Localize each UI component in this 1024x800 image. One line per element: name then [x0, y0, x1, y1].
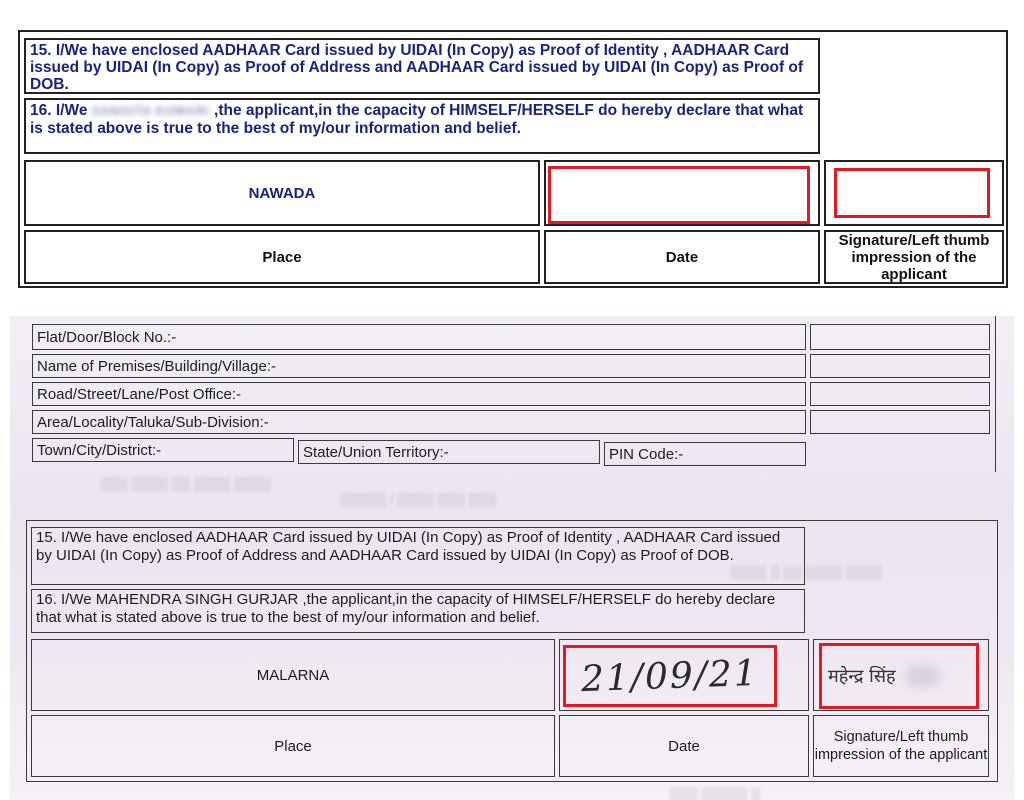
declaration-block	[26, 520, 998, 782]
address-side-cell	[810, 324, 990, 350]
date-label-cell	[559, 715, 809, 777]
signature-smudge	[906, 665, 940, 687]
bleed-through-artifact: ▒▒▒▒▒ / ▒▒▒▒ ▒▒▒ ▒▒▒	[340, 492, 497, 507]
premises-label: Name of Premises/Building/Village:-	[37, 357, 276, 375]
flat-field	[32, 324, 806, 350]
bleed-through-artifact: ▒▒▒▒ ▒ ▒▒ ▒▒▒▒ ▒▒▒▒	[730, 564, 883, 579]
date-label: Date	[668, 737, 700, 755]
declaration-item-16-prefix: 16. I/We	[30, 102, 88, 119]
place-value: NAWADA	[248, 184, 316, 202]
signature-label-cell	[824, 230, 1004, 284]
date-highlight-box	[548, 166, 810, 224]
area-field	[32, 410, 806, 434]
redacted-applicant-name: SANGITA KUMARI	[91, 104, 210, 118]
road-field	[32, 382, 806, 406]
place-label-cell	[31, 715, 555, 777]
premises-field	[32, 354, 806, 378]
town-label: Town/City/District:-	[37, 441, 162, 459]
declaration-item-15: 15. I/We have enclosed AADHAAR Card issued by UIDAI (In Copy) as Proof of Identity , AADHAAR Card issued by UIDAI (In Copy) as Proof of Address and AADHAAR Card issued by UIDAI (In Copy) as Proof of DOB.	[31, 527, 805, 585]
town-field	[32, 438, 294, 462]
declaration-item-15: 15. I/We have enclosed AADHAAR Card issued by UIDAI (In Copy) as Proof of Identity , AADHAAR Card issued by UIDAI (In Copy) as Proof of Address and AADHAAR Card issued by UIDAI (In Copy) as Proof of DOB.	[24, 38, 820, 94]
declaration-item-16-suffix: ,the applicant,in the capacity of HIMSELF/HERSELF do hereby declare that what is stated above is true to the best of my/our information and belief.	[30, 102, 804, 137]
pin-field	[604, 442, 806, 466]
flat-label: Flat/Door/Block No.:-	[37, 328, 177, 346]
address-side-cell	[810, 382, 990, 406]
road-label: Road/Street/Lane/Post Office:-	[37, 385, 242, 403]
address-side-cell	[810, 410, 990, 434]
signature-highlight-box	[834, 168, 990, 218]
area-label: Area/Locality/Taluka/Sub-Division:-	[37, 413, 269, 431]
handwritten-date: 21/09/21	[580, 652, 760, 700]
place-value-cell	[31, 639, 555, 711]
place-value-cell	[24, 160, 540, 226]
declaration-item-16: 16. I/We MAHENDRA SINGH GURJAR ,the applicant,in the capacity of HIMSELF/HERSELF do hereby declare that what is stated above is true to the best of my/our information and belief.	[31, 589, 805, 633]
pin-label: PIN Code:-	[609, 445, 684, 463]
handwritten-signature: महेन्द्र सिंह	[828, 666, 896, 687]
address-side-cell	[810, 354, 990, 378]
place-label: Place	[274, 737, 312, 755]
date-label-cell	[544, 230, 820, 284]
state-label: State/Union Territory:-	[303, 443, 449, 461]
place-label: Place	[262, 248, 302, 266]
bleed-through-artifact: ▒▒▒ ▒▒▒▒ ▒▒ ▒▒▒▒ ▒▒▒▒	[100, 476, 272, 491]
scanned-form	[10, 316, 1014, 800]
place-label-cell	[24, 230, 540, 284]
top-form	[18, 30, 1008, 288]
address-block	[26, 316, 996, 472]
place-value: MALARNA	[256, 666, 330, 684]
signature-label: Signature/Left thumb impression of the applicant	[814, 729, 988, 763]
signature-label-cell	[813, 715, 989, 777]
date-label: Date	[665, 248, 699, 266]
state-field	[298, 440, 600, 464]
date-highlight-box	[563, 645, 777, 707]
signature-highlight-box	[819, 643, 979, 709]
signature-label: Signature/Left thumb impression of the applicant	[838, 231, 990, 283]
bleed-through-artifact: ▒▒▒ ▒▒▒▒▒ ▒	[670, 786, 761, 800]
declaration-item-16	[24, 98, 820, 154]
